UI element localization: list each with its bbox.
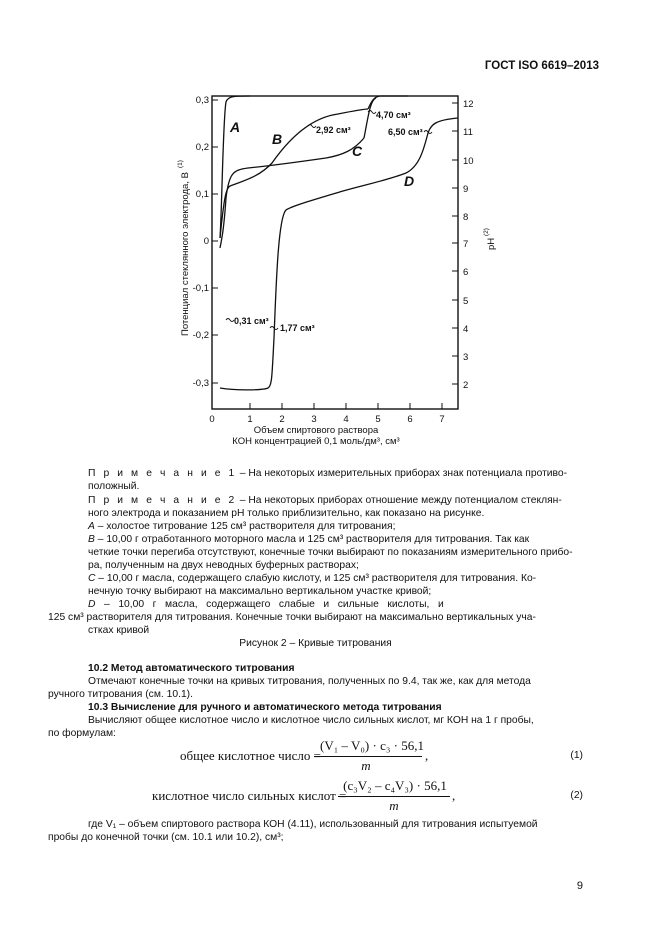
legend-d: D – 10,00 г масла, содержащего слабые и сильные кислоты, и — [88, 599, 444, 610]
formula-2-denominator: m — [389, 798, 399, 813]
ph-tick: 4 — [463, 324, 469, 335]
plot-frame — [212, 96, 458, 409]
y-tick: 0,3 — [195, 95, 209, 106]
formula-2-number: (2) — [570, 790, 583, 801]
formula-1-denominator: m — [361, 758, 371, 773]
curve-label-d: D — [404, 173, 415, 189]
mark-292 — [308, 125, 316, 128]
curve-label-b: B — [272, 131, 283, 147]
legend-a: A – холостое титрование 125 см³ растворителя для титрования; — [88, 521, 396, 532]
formula-1-number: (1) — [570, 750, 583, 761]
annotation-031: 0,31 см³ — [234, 316, 269, 326]
legend-b-cont2: ра, полученным на двух неводных буферных растворах; — [88, 560, 359, 571]
ph-tick: 7 — [463, 239, 469, 250]
ph-tick: 3 — [463, 352, 469, 363]
y-tick: 0 — [203, 236, 209, 247]
ph-tick: 9 — [463, 184, 469, 195]
right-axis-sup: (2) — [483, 228, 490, 236]
section-10-3-line1: Вычисляют общее кислотное число и кислотное число сильных кислот, мг КОН на 1 г пробы, — [88, 715, 534, 726]
left-axis-ticks — [212, 100, 218, 383]
x-axis-label-2: КОН концентрацией 0,1 моль/дм³, см³ — [232, 436, 400, 447]
ph-tick: 6 — [463, 267, 469, 278]
page-number: 9 — [576, 880, 583, 892]
right-axis-ticks — [452, 103, 458, 384]
note-2: П р и м е ч а н и е 2 – На некоторых приборах отношение между потенциалом стеклян- — [88, 495, 562, 506]
section-10-3-heading: 10.3 Вычисление для ручного и автоматического метода титрования — [88, 702, 442, 713]
mark-031 — [226, 319, 234, 322]
x-axis-ticks — [250, 403, 442, 409]
annotation-292: 2,92 см³ — [316, 125, 351, 135]
formula-1-line — [314, 756, 422, 757]
formula-2-label: кислотное число сильных кислот = — [152, 788, 347, 803]
legend-b: B – 10,00 г отработанного моторного масла и 125 см³ растворителя для титрования. Так как — [88, 534, 530, 545]
annotation-650: 6,50 см³ — [388, 127, 423, 137]
x-tick: 0 — [209, 414, 215, 425]
x-tick: 3 — [311, 414, 317, 425]
x-tick: 1 — [247, 414, 253, 425]
ph-tick: 10 — [463, 156, 474, 167]
formula-1-tail: , — [425, 748, 429, 763]
ph-tick: 11 — [463, 127, 473, 138]
legend-d-cont1: 125 см³ растворителя для титрования. Конечные точки выбирают на максимально вертикальных уча- — [48, 612, 536, 623]
legend-b-cont1: четкие точки перегиба отсутствуют, конечные точки выбирают по показаниям измерительного прибо- — [88, 547, 573, 558]
formula-1-numerator: (V₁ – V₀) · c₃ · 56,1 — [320, 738, 424, 753]
y-tick: -0,2 — [192, 330, 209, 341]
formula-1-label: общее кислотное число = — [180, 748, 321, 763]
section-10-2-line2: ручного титрования (см. 10.1). — [48, 689, 193, 700]
curve-d — [220, 118, 458, 390]
figure-caption: Рисунок 2 – Кривые титрования — [239, 638, 392, 649]
ph-tick: 2 — [463, 380, 469, 391]
formula-2-tail: , — [452, 788, 456, 803]
left-axis-sup: (1) — [177, 160, 184, 168]
titration-curves-figure — [168, 88, 497, 448]
x-tick: 5 — [375, 414, 381, 425]
x-tick: 4 — [343, 414, 349, 425]
where-line2: пробы до конечной точки (см. 10.1 или 10.2), см³; — [48, 832, 284, 843]
left-axis-label: Потенциал стеклянного электрода, В — [180, 172, 191, 336]
legend-d-cont2: стках кривой — [88, 625, 150, 636]
note-2-cont: ного электрода и показанием pH только приблизительно, как показано на рисунке. — [88, 508, 485, 519]
formula-2-line — [338, 796, 450, 797]
legend-c: C – 10,00 г масла, содержащего слабую кислоту, и 125 см³ растворителя для титрования. Ко- — [88, 573, 537, 584]
ph-tick: 8 — [463, 212, 469, 223]
curve-label-a: A — [230, 119, 241, 135]
x-tick: 7 — [439, 414, 445, 425]
x-tick: 6 — [407, 414, 413, 425]
x-tick: 2 — [279, 414, 285, 425]
section-10-2-line1: Отмечают конечные точки на кривых титрования, полученных по 9.4, так же, как для метода — [88, 676, 531, 687]
note-1: П р и м е ч а н и е 1 – На некоторых измерительных приборах знак потенциала противо- — [88, 468, 568, 479]
ph-tick: 5 — [463, 296, 469, 307]
annotation-177: 1,77 см³ — [280, 323, 315, 333]
y-tick: 0,2 — [195, 142, 209, 153]
section-10-3-line2: по формулам: — [48, 728, 116, 739]
curve-label-c: C — [352, 143, 363, 159]
annotation-470: 4,70 см³ — [376, 110, 411, 120]
x-axis-label-1: Объем спиртового раствора — [253, 425, 379, 436]
legend-c-cont: нечную точку выбирают на максимально вертикальном участке кривой; — [88, 586, 432, 597]
y-tick: -0,1 — [192, 283, 209, 294]
curve-b-upper — [368, 96, 408, 109]
where-line1: где V₁ – объем спиртового раствора КОН (4.11), использованный для титрования испытуемой — [88, 819, 538, 830]
section-10-2-heading: 10.2 Метод автоматического титрования — [88, 663, 295, 674]
standard-header: ГОСТ ISO 6619–2013 — [484, 60, 599, 72]
note-1-cont: положный. — [88, 481, 140, 492]
curve-c — [220, 138, 364, 248]
formula-2-numerator: (c₃V₂ – c₄V₃) · 56,1 — [343, 778, 447, 793]
ph-tick: 12 — [463, 99, 474, 110]
right-axis-label: pH — [486, 237, 497, 250]
y-tick: 0,1 — [195, 189, 209, 200]
y-tick: -0,3 — [192, 378, 209, 389]
